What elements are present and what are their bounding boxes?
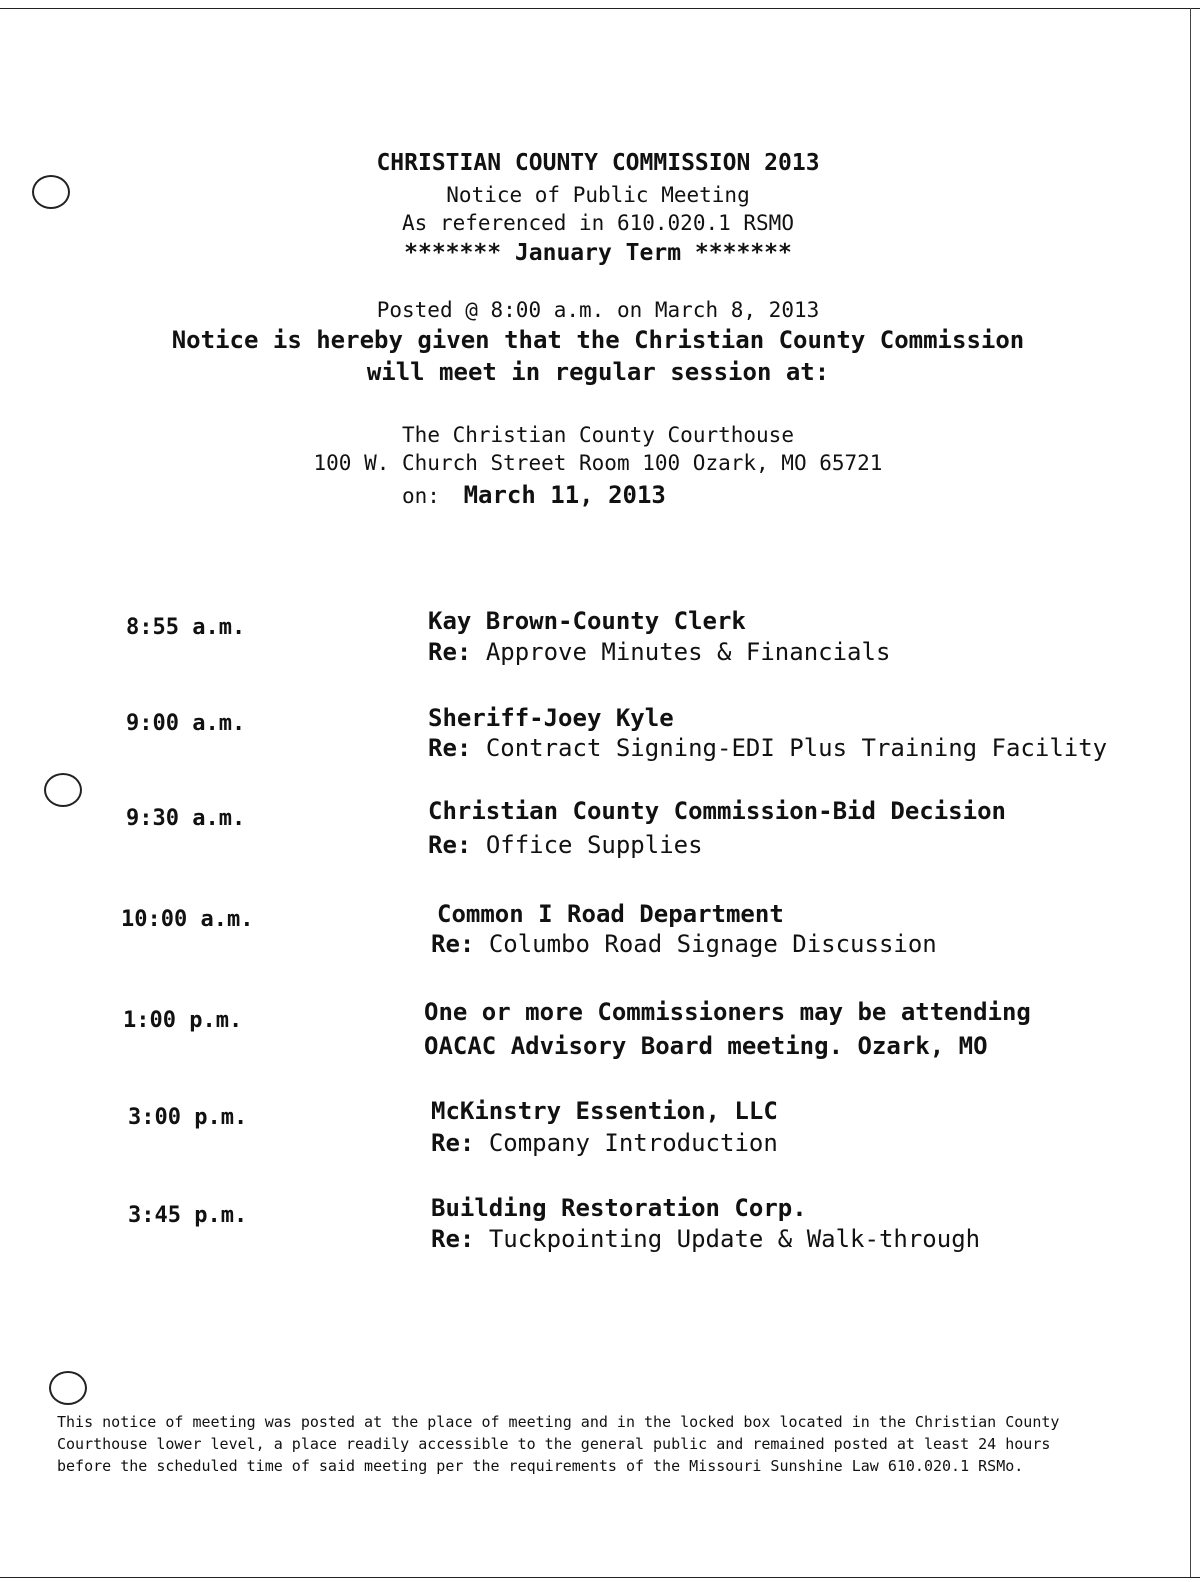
agenda-time: 9:00 a.m. [126,711,246,736]
date-label: on: [402,484,440,508]
agenda-time: 10:00 a.m. [121,907,254,932]
meeting-date-line [402,481,666,509]
agenda-topic: Tuckpointing Update & Walk-through [488,1225,981,1253]
meeting-place: The Christian County Courthouse [402,423,794,447]
disclaimer-line: before the scheduled time of said meeting per the requirements of the Missouri Sunshine Law 610.020.1 RSMo. [57,1457,1024,1475]
re-label: Re: [431,1225,475,1253]
agenda-topic: Approve Minutes & Financials [485,638,891,666]
agenda-topic: Office Supplies [485,831,703,859]
agenda-topic-line [431,930,937,958]
agenda-topic: Columbo Road Signage Discussion [488,930,937,958]
agenda-time: 3:45 p.m. [128,1203,248,1228]
agenda-presenter: Kay Brown-County Clerk [428,607,746,635]
agenda-topic-line [431,1129,778,1157]
punch-hole-icon [44,773,82,807]
notice-line-2: will meet in regular session at: [366,358,830,386]
re-label: Re: [428,831,472,859]
posting-disclaimer [57,1411,1147,1477]
agenda-topic: Contract Signing-EDI Plus Training Facility [485,734,1108,762]
agenda-time: 9:30 a.m. [126,806,246,831]
disclaimer-line: This notice of meeting was posted at the place of meeting and in the locked box located in the Christian County [57,1413,1060,1431]
statute-reference: As referenced in 610.020.1 RSMO [402,211,794,235]
agenda-presenter: Sheriff-Joey Kyle [428,704,674,732]
agenda-time: 8:55 a.m. [126,615,246,640]
agenda-topic-line [428,734,1107,762]
document-subtitle: Notice of Public Meeting [446,183,750,207]
agenda-presenter: McKinstry Essention, LLC [431,1097,778,1125]
page-bottom-edge [0,1577,1200,1578]
page-top-edge [0,8,1200,9]
posted-line: Posted @ 8:00 a.m. on March 8, 2013 [376,298,820,322]
agenda-note-line-2: OACAC Advisory Board meeting. Ozark, MO [424,1032,988,1060]
re-label: Re: [431,930,475,958]
agenda-topic-line [428,831,703,859]
notice-line-1: Notice is hereby given that the Christian County Commission [171,326,1025,354]
agenda-presenter: Christian County Commission-Bid Decision [428,797,1006,825]
agenda-topic-line [428,638,890,666]
agenda-presenter: Common I Road Department [437,900,784,928]
punch-hole-icon [49,1371,87,1405]
document-title: CHRISTIAN COUNTY COMMISSION 2013 [376,150,820,176]
agenda-topic: Company Introduction [488,1129,778,1157]
agenda-time: 1:00 p.m. [123,1008,243,1033]
disclaimer-line: Courthouse lower level, a place readily accessible to the general public and remained posted at least 24 hours [57,1435,1051,1453]
agenda-time: 3:00 p.m. [128,1105,248,1130]
meeting-date: March 11, 2013 [463,481,666,509]
agenda-presenter: Building Restoration Corp. [431,1194,807,1222]
re-label: Re: [428,734,472,762]
agenda-topic-line [431,1225,980,1253]
re-label: Re: [431,1129,475,1157]
re-label: Re: [428,638,472,666]
meeting-address: 100 W. Church Street Room 100 Ozark, MO 65721 [313,451,883,475]
term-banner: ******* January Term ******* [404,240,792,266]
agenda-note-line-1: One or more Commissioners may be attending [424,998,1031,1026]
